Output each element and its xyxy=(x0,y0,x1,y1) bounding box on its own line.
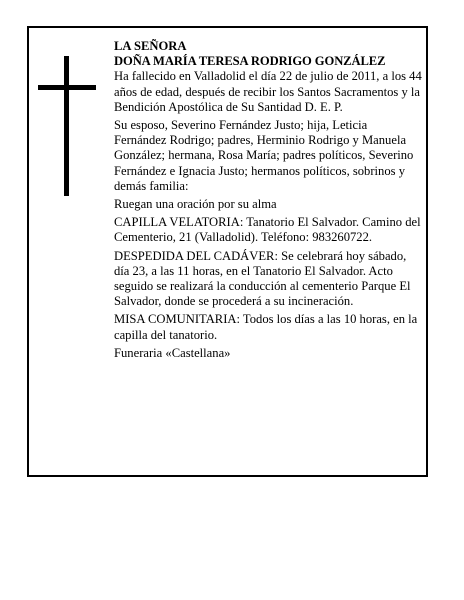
community-mass-info: MISA COMUNITARIA: Todos los días a las 10 horas, en la capilla del tanatorio. xyxy=(114,312,418,342)
notice-title: LA SEÑORA xyxy=(114,39,187,53)
prayer-request: Ruegan una oración por su alma xyxy=(114,197,277,212)
funeral-home: Funeraria «Castellana» xyxy=(114,345,231,360)
family-mourners: Su esposo, Severino Fernández Justo; hija, Leticia Fernández Rodrigo; padres, Herminio Rodrigo y Manuela González; hermana, Rosa María; padres políticos, Severino Fernández e Ignacia Justo; hermanos políticos, sobrinos y demás familia: xyxy=(114,118,414,193)
death-announcement: Ha fallecido en Valladolid el día 22 de julio de 2011, a los 44 años de edad, después de recibir los Santos Sacramentos y la Bendición Apostólica de Su Santidad D. E. P. xyxy=(114,69,422,114)
deceased-name: DOÑA MARÍA TERESA RODRIGO GONZÁLEZ xyxy=(114,54,386,69)
obituary-text xyxy=(114,39,422,364)
wake-chapel-info: CAPILLA VELATORIA: Tanatorio El Salvador. Camino del Cementerio, 21 (Valladolid). Teléfono: 983260722. xyxy=(114,215,421,245)
farewell-info: DESPEDIDA DEL CADÁVER: Se celebrará hoy sábado, día 23, a las 11 horas, en el Tanatorio El Salvador. Acto seguido se realizará la conducción al cementerio Parque El Salvador, donde se procederá a su incineración. xyxy=(114,248,411,309)
